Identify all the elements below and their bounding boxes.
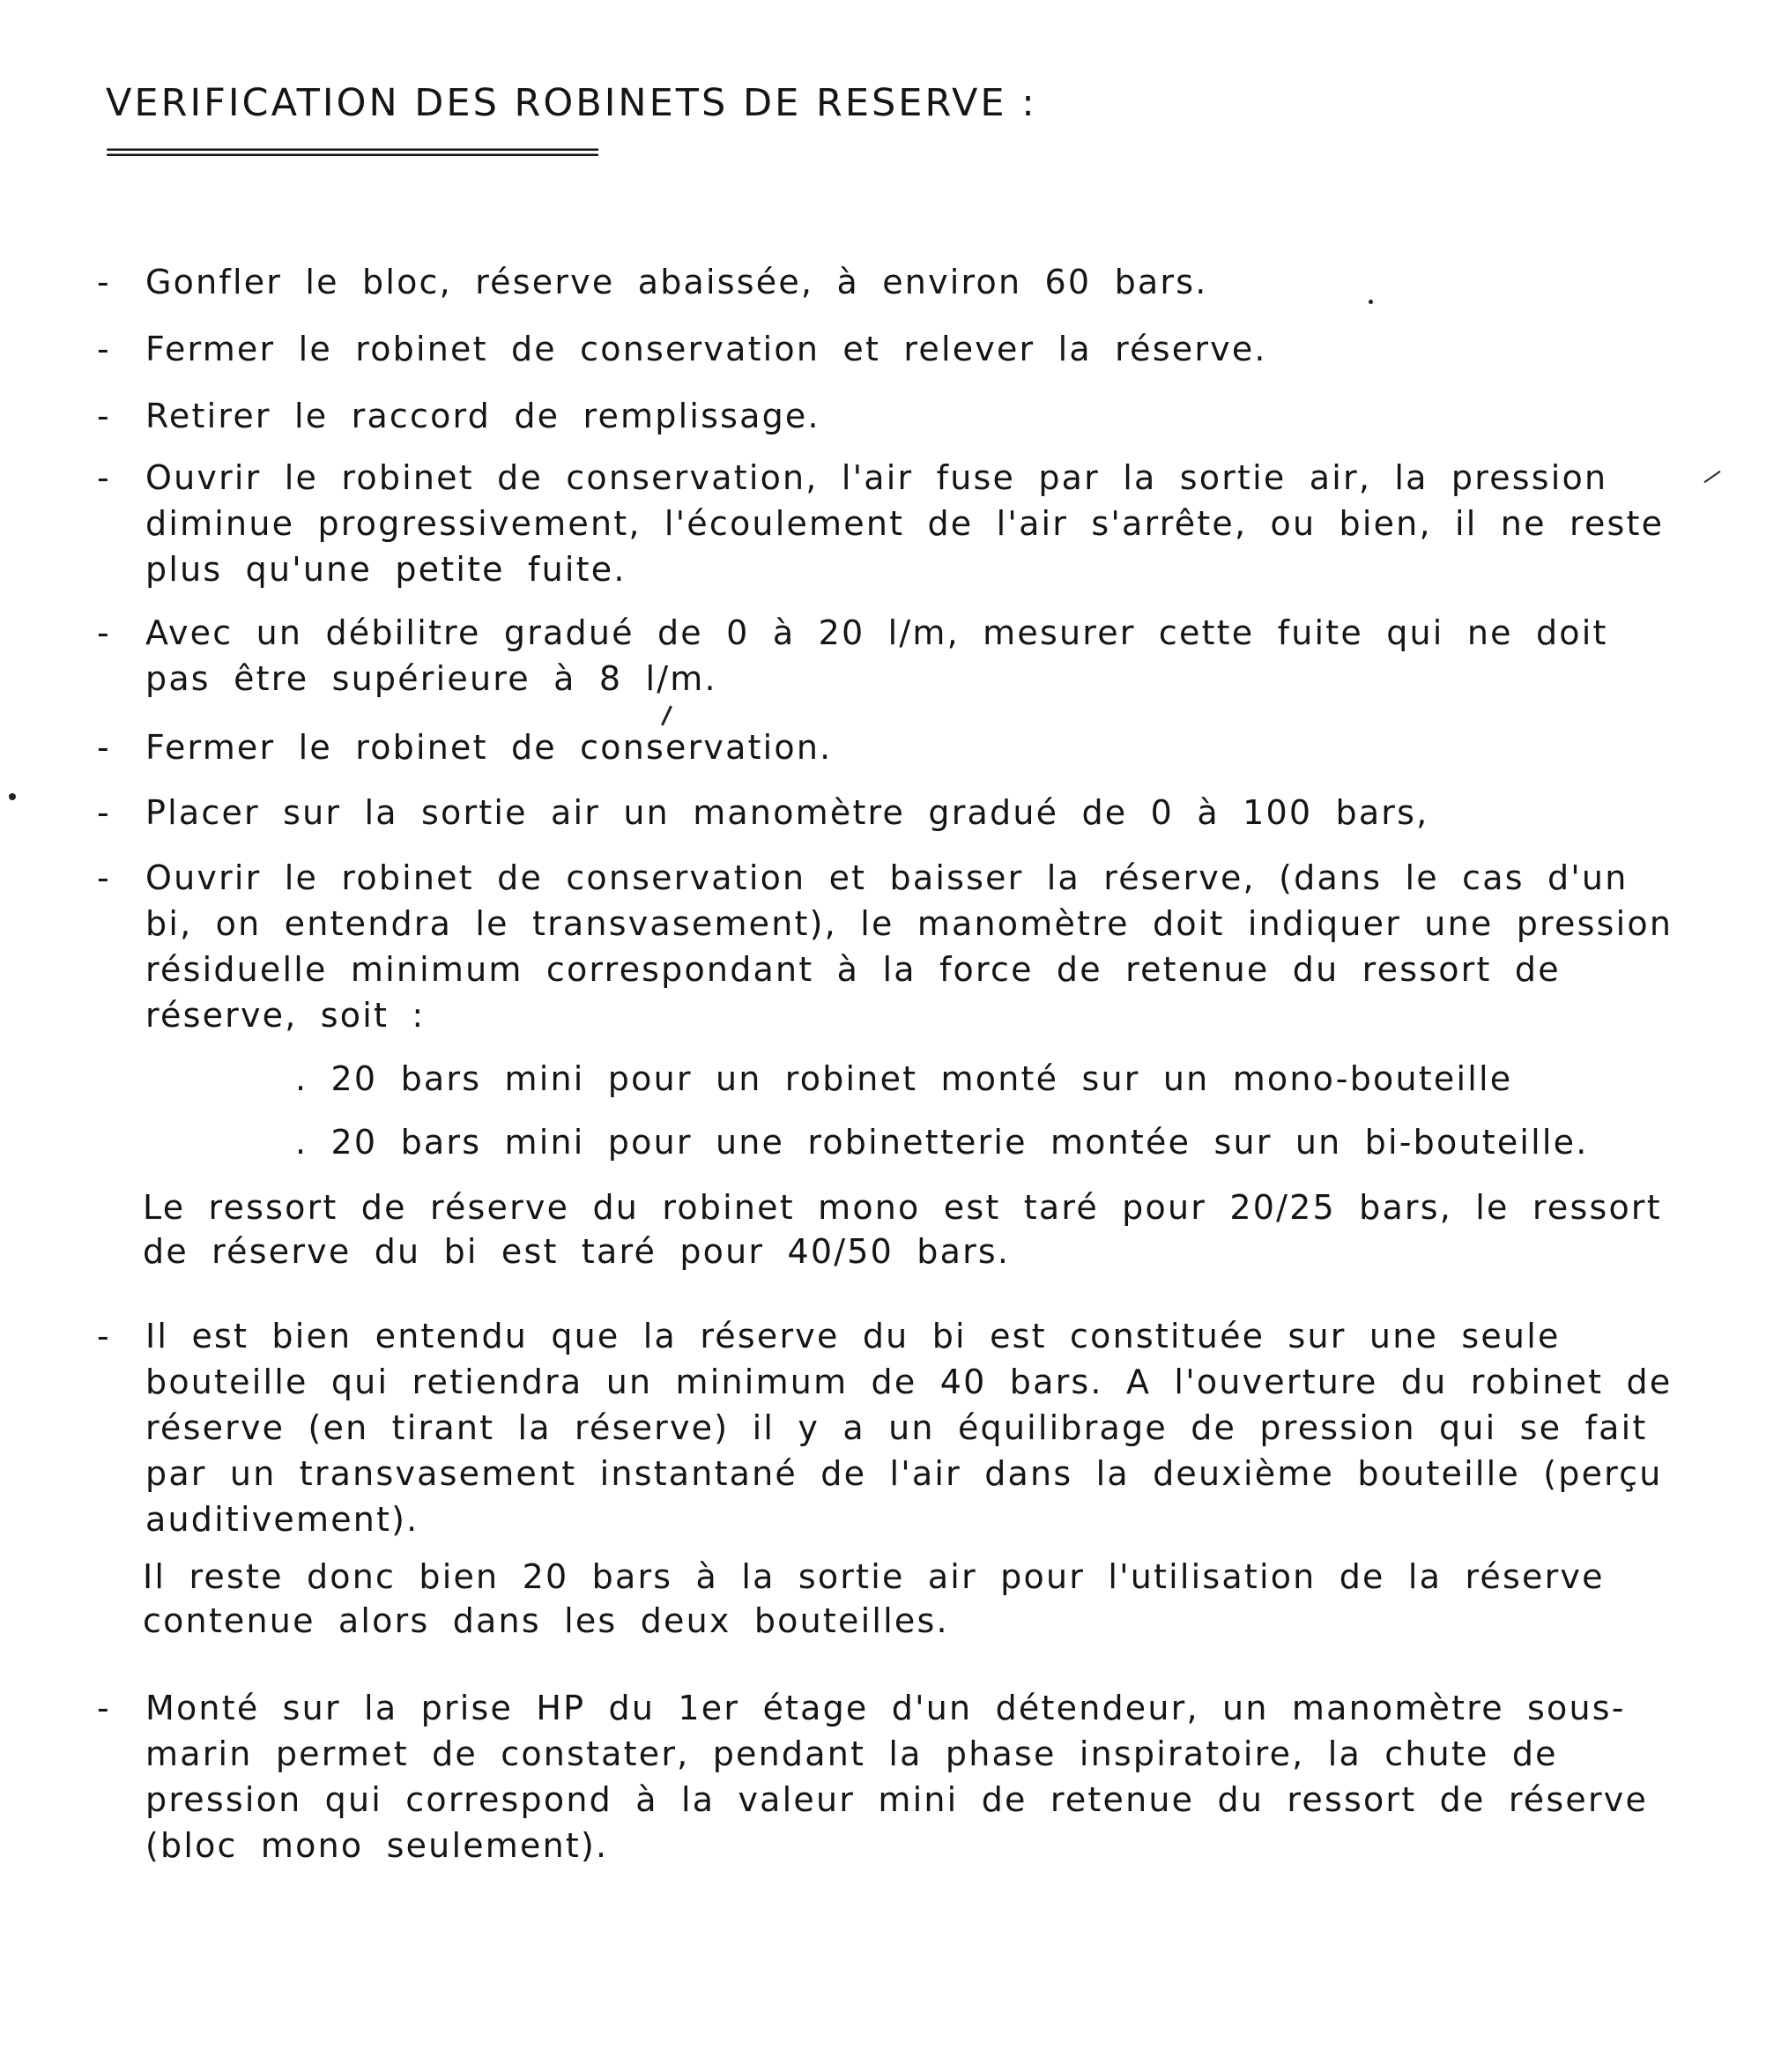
list-item-text: Ouvrir le robinet de conservation et baisser la réserve, (dans le cas d'un bi, on entendra le transvasement), le manomètre doit indiquer une pression résiduelle minimum correspondant à la force de retenue du ressort de réserve, soit : [145,858,1673,1035]
paragraph: Il reste donc bien 20 bars à la sortie air pour l'utilisation de la réserve contenue alors dans les deux bouteilles. [143,1557,1605,1640]
bullet-dash: - [97,613,111,652]
list-item [97,393,1674,439]
list-item [97,724,1674,770]
list-item-text: Ouvrir le robinet de conservation, l'air fuse par la sortie air, la pression diminue progressivement, l'écoulement de l'air s'arrête, ou bien, il ne reste plus qu'une petite fuite. [145,458,1665,589]
list-item [97,855,1674,1038]
list-item-text: Gonfler le bloc, réserve abaissée, à environ 60 bars. [145,263,1208,301]
bullet-dash: - [97,1317,111,1355]
bullet-dash: - [97,793,111,832]
scan-pen-mark [661,705,672,725]
list-item [97,1313,1674,1542]
list-item-text: Monté sur la prise HP du 1er étage d'un détendeur, un manomètre sous-marin permet de constater, pendant la phase inspiratoire, la chute de pression qui correspond à la valeur mini de retenue du ressort de réserve (bloc mono seulement). [145,1689,1649,1865]
list-item-text: Retirer le raccord de remplissage. [145,397,820,435]
list-item-text: Avec un débilitre gradué de 0 à 20 l/m, mesurer cette fuite qui ne doit pas être supérieure à 8 l/m. [145,613,1608,698]
list-item [97,455,1674,592]
sub-item: . 20 bars mini pour un robinet monté sur un mono-bouteille [295,1059,1513,1098]
page-title: VERIFICATION DES ROBINETS DE RESERVE : [106,81,1037,125]
list-item-text: Fermer le robinet de conservation. [145,728,833,767]
bullet-dash: - [97,728,111,767]
scan-pen-mark [1703,471,1720,483]
bullet-dash: - [97,263,111,301]
paragraph: Le ressort de réserve du robinet mono est taré pour 20/25 bars, le ressort de réserve du bi est taré pour 40/50 bars. [143,1188,1662,1271]
list-item [97,1685,1674,1868]
title-underline: ===================================== [106,144,597,161]
bullet-dash: - [97,858,111,897]
list-item-text: Placer sur la sortie air un manomètre gradué de 0 à 100 bars, [145,793,1429,832]
bullet-dash: - [97,397,111,435]
list-item [97,610,1674,702]
scan-speck [9,793,16,800]
scan-speck [1369,300,1373,304]
list-item [97,326,1674,372]
list-item-text: Fermer le robinet de conservation et relever la réserve. [145,330,1267,368]
sub-item: . 20 bars mini pour une robinetterie montée sur un bi-bouteille. [295,1123,1589,1162]
list-item-text: Il est bien entendu que la réserve du bi est constituée sur une seule bouteille qui retiendra un minimum de 40 bars. A l'ouverture du robinet de réserve (en tirant la réserve) il y a un équilibrage de pression qui se fait par un transvasement instantané de l'air dans la deuxième bouteille (perçu auditivement). [145,1317,1673,1539]
bullet-dash: - [97,330,111,368]
list-item [97,790,1674,835]
bullet-dash: - [97,458,111,497]
list-item [97,259,1674,305]
bullet-dash: - [97,1689,111,1727]
